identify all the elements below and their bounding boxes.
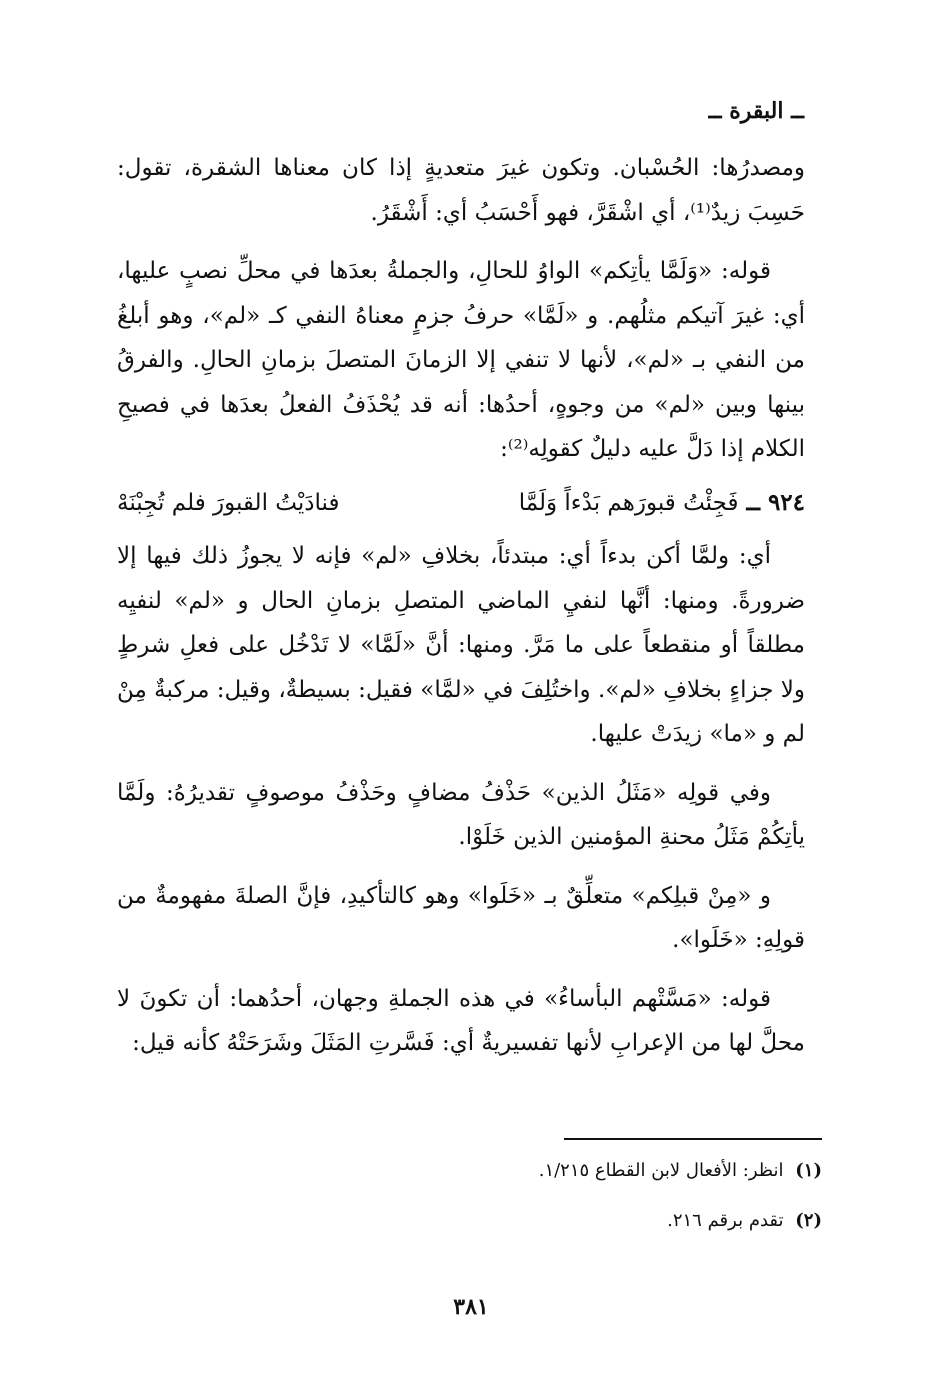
verse-first-hemistich: فَجِئْتُ قبورَهم بَدْءاً وَلَمَّا [518,489,739,516]
poetry-verse [117,481,805,526]
paragraph-4: وفي قولِه «مَثَلُ الذين» حَذْفُ مضافٍ وحَذْفُ موصوفٍ تقديرُهُ: ولَمَّا يأتِكُمْ مَثَلُ محنةِ المؤمنين الذين خَلَوْا. [117,779,805,850]
footnote-number: (١) [795,1160,822,1181]
footnote-1 [122,1156,822,1186]
running-head: ــ البقرة ــ [708,98,804,124]
paragraph-1: ومصدرُها: الحُسْبان. وتكون غيرَ متعديةٍ إذا كان معناها الشقرة، تقول: حَسِبَ زيدٌ⁽¹⁾، أي اشْقَرَّ، فهو أَحْسَبُ أي: أَشْقَرُ. [117,155,805,226]
footnote-separator [564,1138,822,1140]
paragraph-3: أي: ولمَّا أكن بدءاً أي: مبتدئاً، بخلافِ «لم» فإنه لا يجوزُ ذلك فيها إلا ضرورةً. ومنها: أنَّها لنفيِ الماضي المتصلِ بزمانِ الحال و «لم» لنفيِه مطلقاً أو منقطعاً على ما مَرَّ. ومنها: أنَّ «لَمَّا» لا تَدْخُل على فعلِ شرطٍ ولا جزاءٍ بخلافِ «لم». واختُلِفَ في «لمَّا» فقيل: بسيطةٌ، وقيل: مركبةٌ مِنْ لم و «ما» زيدَتْ عليها. [117,543,805,747]
paragraph-2: قوله: «وَلَمَّا يأتِكم» الواوُ للحالِ، والجملةُ بعدَها في محلِّ نصبٍ عليها، أي: غيرَ آتيكم مثلُهم. و «لَمَّا» حرفُ جزمٍ معناهُ النفي كـ «لم»، وهو أبلغُ من النفي بـ «لم»، لأنها لا تنفي إلا الزمانَ المتصلَ بزمانِ الحالِ. والفرقُ بينها وبين «لم» من وجوهٍ، أحدُها: أنه قد يُحْذَفُ الفعلُ بعدَها في فصيحِ الكلام إذا دَلَّ عليه دليلٌ كقولِه⁽²⁾: [117,258,805,462]
footnote-text: تقدم برقم ٢١٦. [667,1210,784,1231]
paragraph-6: قوله: «مَسَّتْهم البأساءُ» في هذه الجملةِ وجهان، أحدُهما: أن تكونَ لا محلَّ لها من الإعرابِ لأنها تفسيريةٌ أي: فَسَّرتِ المَثَلَ وشَرَحَتْهُ كأنه قيل: [117,985,805,1056]
main-text [117,146,805,1075]
footnotes [122,1156,822,1256]
footnote-2 [122,1206,822,1236]
page-number: ٣٨١ [453,1294,489,1320]
verse-second-hemistich: فنادَيْتُ القبورَ فلم تُجِبْنَهْ [117,489,340,516]
verse-number: ٩٢٤ ــ [746,488,805,516]
footnote-number: (٢) [795,1210,822,1231]
paragraph-5: و «مِنْ قبلِكم» متعلِّقٌ بـ «خَلَوا» وهو كالتأكيدِ، فإنَّ الصلةَ مفهومةٌ من قولِهِ: «خَلَوا». [117,882,805,953]
footnote-text: انظر: الأفعال لابن القطاع ١/٢١٥. [538,1160,784,1181]
